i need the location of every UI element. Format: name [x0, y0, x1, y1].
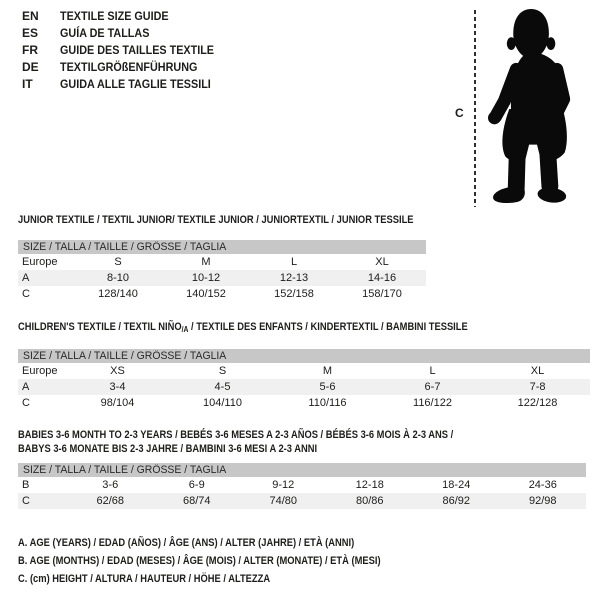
- height-measure-label-c: C: [455, 106, 464, 120]
- cell: 110/116: [308, 397, 347, 409]
- cell: 7-8: [485, 379, 590, 395]
- cell: 10-12: [162, 270, 250, 286]
- table-row-height: [18, 286, 426, 302]
- cell: 14-16: [338, 270, 426, 286]
- babies-table-title-line1: BABIES 3-6 MONTH TO 2-3 YEARS / BEBÉS 3-6 MESES A 2-3 AÑOS / BÉBÉS 3-6 MOIS À 2-3 ANS /: [18, 429, 454, 441]
- cell: 12-18: [355, 479, 384, 491]
- language-row-fr: [22, 42, 231, 59]
- size-header-row: [18, 240, 426, 254]
- row-label: Europe: [22, 256, 58, 268]
- cell: 68/74: [154, 493, 241, 509]
- cell: 24-36: [528, 479, 557, 491]
- size-header-label: SIZE / TALLA / TAILLE / GRÖSSE / TAGLIA: [23, 464, 227, 476]
- cell: 8-10: [74, 270, 162, 286]
- cell: 122/128: [517, 397, 558, 409]
- row-label: C: [22, 397, 30, 409]
- row-label: C: [22, 288, 30, 300]
- table-row-height: [18, 493, 586, 509]
- cell: 4-5: [170, 379, 275, 395]
- row-label: Europe: [22, 365, 58, 377]
- cell: 80/86: [327, 493, 414, 509]
- cell: S: [218, 365, 227, 377]
- subscript: /A: [181, 325, 189, 334]
- cell: 92/98: [500, 493, 587, 509]
- table-row-months: [18, 477, 586, 493]
- junior-textile-section: [18, 213, 483, 302]
- language-code: FR: [22, 43, 38, 57]
- silhouette-arm-right: [557, 69, 564, 111]
- language-label: TEXTILE SIZE GUIDE: [60, 9, 169, 23]
- toddler-silhouette: [482, 6, 594, 206]
- cell: L: [290, 256, 298, 268]
- cell: 86/92: [413, 493, 500, 509]
- language-row-en: [22, 8, 231, 25]
- footnote-c: C. (cm) HEIGHT / ALTURA / HAUTEUR / HÖHE / ALTEZZA: [18, 573, 271, 585]
- size-header-label: SIZE / TALLA / TAILLE / GRÖSSE / TAGLIA: [23, 350, 227, 362]
- cell: 9-12: [272, 479, 295, 491]
- cell: 158/170: [362, 288, 402, 300]
- cell: 74/80: [240, 493, 327, 509]
- cell: 12-13: [250, 270, 338, 286]
- silhouette-leg-right: [548, 155, 550, 187]
- silhouette-leg-left: [516, 155, 517, 189]
- table-row-height: [18, 395, 590, 411]
- junior-table-title: JUNIOR TEXTILE / TEXTIL JUNIOR/ TEXTILE JUNIOR / JUNIORTEXTIL / JUNIOR TESSILE: [18, 214, 414, 226]
- cell: L: [429, 365, 436, 377]
- babies-size-table: [18, 463, 586, 509]
- silhouette-ear-right: [546, 37, 555, 50]
- cell: 116/122: [413, 397, 452, 409]
- cell: M: [322, 365, 333, 377]
- row-label: B: [22, 479, 30, 491]
- footnote-b: B. AGE (MONTHS) / EDAD (MESES) / ÂGE (MOIS) / ALTER (MONATE) / ETÀ (MESI): [18, 555, 381, 567]
- height-measure-dashed-line: [474, 10, 476, 207]
- row-label: A: [18, 379, 65, 395]
- language-code: DE: [22, 60, 39, 74]
- cell: 18-24: [442, 479, 471, 491]
- table-row-age: [18, 379, 590, 395]
- row-label: A: [18, 270, 74, 286]
- silhouette-foot-right: [537, 186, 567, 204]
- junior-size-table: [18, 240, 426, 302]
- table-row-europe: [18, 363, 590, 379]
- language-header: [22, 8, 231, 93]
- silhouette-foot-left: [493, 186, 525, 203]
- cell: 3-6: [102, 479, 119, 491]
- cell: 62/68: [67, 493, 154, 509]
- cell: 5-6: [275, 379, 380, 395]
- language-row-it: [22, 76, 231, 93]
- cell: 152/158: [274, 288, 314, 300]
- language-code: EN: [22, 9, 39, 23]
- babies-table-title-line2: BABYS 3-6 MONATE BIS 2-3 JAHRE / BAMBINI 3-6 MESI A 2-3 ANNI: [18, 443, 318, 455]
- language-row-de: [22, 59, 231, 76]
- cell: 140/152: [186, 288, 226, 300]
- row-label: C: [18, 493, 67, 509]
- language-label: GUIDA ALLE TAGLIE TESSILI: [60, 77, 211, 91]
- children-table-title: CHILDREN'S TEXTILE / TEXTIL NIÑO/A / TEXTILE DES ENFANTS / KINDERTEXTIL / BAMBINI TESSILE: [18, 321, 468, 334]
- size-header-label: SIZE / TALLA / TAILLE / GRÖSSE / TAGLIA: [23, 241, 227, 253]
- cell: XS: [110, 365, 125, 377]
- cell: 98/104: [100, 397, 135, 409]
- cell: XL: [375, 256, 389, 268]
- silhouette-ear-left: [507, 37, 516, 50]
- language-row-es: [22, 25, 231, 42]
- language-code: ES: [22, 26, 39, 40]
- cell: XL: [530, 365, 545, 377]
- table-row-europe: [18, 254, 426, 270]
- language-code: IT: [22, 77, 33, 91]
- cell: 104/110: [203, 397, 242, 409]
- size-header-row: [18, 463, 586, 477]
- cell: M: [201, 256, 211, 268]
- cell: 6-9: [188, 479, 205, 491]
- children-textile-section: [18, 320, 590, 411]
- footnotes: [18, 534, 445, 588]
- language-label: TEXTILGRÖßENFÜHRUNG: [60, 60, 198, 74]
- cell: S: [114, 256, 122, 268]
- cell: 6-7: [380, 379, 485, 395]
- silhouette-hand-left: [488, 111, 501, 124]
- size-header-row: [18, 349, 590, 363]
- children-size-table: [18, 349, 590, 411]
- language-label: GUÍA DE TALLAS: [60, 26, 150, 40]
- cell: 3-4: [65, 379, 170, 395]
- language-label: GUIDE DES TAILLES TEXTILE: [60, 43, 215, 57]
- footnote-a: A. AGE (YEARS) / EDAD (AÑOS) / ÂGE (ANS) / ALTER (JAHRE) / ETÀ (ANNI): [18, 537, 355, 549]
- cell: 128/140: [98, 288, 138, 300]
- silhouette-head: [513, 9, 549, 59]
- babies-textile-section: [18, 428, 586, 509]
- table-row-age: [18, 270, 426, 286]
